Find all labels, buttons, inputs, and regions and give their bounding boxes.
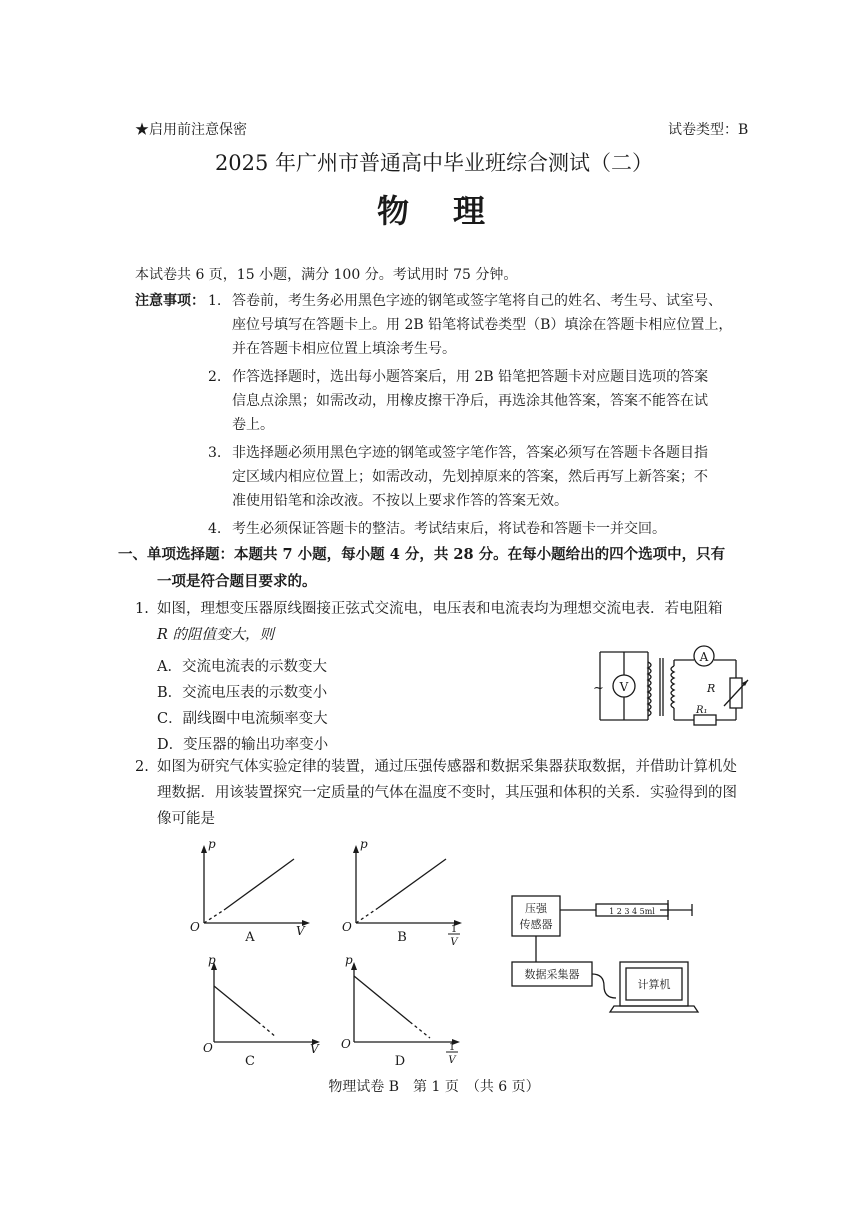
ac-source-symbol: ~ <box>593 681 604 696</box>
graph-c-label: C <box>245 1054 255 1069</box>
q1-option-d: D．变压器的输出功率变小 <box>157 737 329 753</box>
q2-stem-line2: 理数据．用该装置探究一定质量的气体在温度不变时，其压强和体积的关系．实验得到的图 <box>157 785 737 801</box>
page-footer: 物理试卷 B 第 1 页 （共 6 页） <box>328 1079 540 1095</box>
q1-option-a: A．交流电流表的示数变大 <box>157 659 327 675</box>
graph-a-y-label: p <box>208 837 216 851</box>
graph-a-x-label: V <box>296 924 305 938</box>
graph-b-origin: O <box>342 920 352 934</box>
syringe-scale-label: 1 2 3 4 5ml <box>609 907 655 916</box>
notice-3-num: 3. <box>208 445 222 461</box>
q1-stem-line1: 如图，理想变压器原线圈接正弦式交流电，电压表和电流表均为理想交流电表．若电阻箱 <box>157 601 723 617</box>
graph-d-label: D <box>394 1054 406 1069</box>
notice-2-num: 2. <box>208 369 222 385</box>
graph-option-c <box>198 952 328 1072</box>
graph-b-x-numerator: 1 <box>450 924 458 935</box>
notice-2-line2: 信息点涂黑；如需改动，用橡皮擦干净后，再选涂其他答案，答案不能答在试 <box>232 393 708 409</box>
graph-a-label: A <box>245 930 255 945</box>
notice-3-line2: 定区域内相应位置上；如需改动，先划掉原来的答案，然后再写上新答案；不 <box>232 469 708 485</box>
graph-c-y-label: p <box>208 953 216 967</box>
paper-type: 试卷类型：B <box>668 122 749 138</box>
voltmeter-symbol: V <box>619 680 629 694</box>
graph-option-a <box>188 835 318 947</box>
pressure-sensor-label-2: 传感器 <box>519 918 553 931</box>
gas-law-apparatus-figure <box>500 888 710 1018</box>
section-heading-cont: 一项是符合题目要求的。 <box>157 573 317 590</box>
notice-3-line3: 准使用铅笔和涂改液。不按以上要求作答的答案无效。 <box>232 493 568 509</box>
graph-d-x-numerator: 1 <box>448 1042 456 1053</box>
subject-title: 物 理 <box>376 192 491 230</box>
resistor-r1-label: R₁ <box>696 705 708 716</box>
graph-option-b <box>340 835 470 947</box>
ammeter-symbol: A <box>699 650 709 664</box>
graph-b-y-label: p <box>360 837 368 851</box>
section-heading: 一、单项选择题：本题共 7 小题，每小题 4 分，共 28 分。在每小题给出的四个选项中，只有 <box>118 546 726 563</box>
notice-label: 注意事项： <box>135 293 205 309</box>
q2-stem-line3: 像可能是 <box>157 811 215 827</box>
confidential-mark: ★启用前注意保密 <box>135 122 247 138</box>
notice-2-line1: 作答选择题时，选出每小题答案后，用 2B 铅笔把答题卡对应题目选项的答案 <box>232 369 709 385</box>
q1-stem-line2: R 的阻值变大，则 <box>157 627 275 643</box>
transformer-circuit-figure <box>590 640 750 732</box>
exam-title: 2025 年广州市普通高中毕业班综合测试（二） <box>214 151 654 175</box>
notice-1-num: 1. <box>208 293 222 309</box>
notice-4-line1: 考生必须保证答题卡的整洁。考试结束后，将试卷和答题卡一并交回。 <box>232 521 666 537</box>
notice-1-line2: 座位号填写在答题卡上。用 2B 铅笔将试卷类型（B）填涂在答题卡相应位置上， <box>232 317 733 333</box>
notice-4-num: 4. <box>208 521 222 537</box>
graph-d-x-denominator: V <box>448 1055 456 1066</box>
graph-a-origin: O <box>190 920 200 934</box>
q1-number: 1. <box>135 601 149 617</box>
q2-stem-line1: 如图为研究气体实验定律的装置，通过压强传感器和数据采集器获取数据，并借助计算机处 <box>157 759 737 775</box>
q2-number: 2. <box>135 759 149 775</box>
graph-d-y-label: p <box>345 953 353 967</box>
graph-c-x-label: V <box>310 1042 319 1056</box>
notice-1-line3: 并在答题卡相应位置上填涂考生号。 <box>232 341 456 357</box>
pressure-sensor-label-1: 压强 <box>525 902 547 915</box>
notice-1-line1: 答卷前，考生务必用黑色字迹的钢笔或签字笔将自己的姓名、考生号、试室号、 <box>232 293 722 309</box>
graph-option-d <box>338 952 468 1072</box>
resistor-box-label: R <box>707 682 716 695</box>
graph-c-origin: O <box>203 1041 213 1055</box>
graph-d-origin: O <box>341 1037 351 1051</box>
q1-option-c: C．副线圈中电流频率变大 <box>157 711 328 727</box>
computer-label: 计算机 <box>637 978 671 991</box>
graph-b-x-denominator: V <box>450 937 458 947</box>
notice-2-line3: 卷上。 <box>232 417 274 433</box>
graph-b-label: B <box>397 930 407 945</box>
data-collector-label: 数据采集器 <box>524 968 580 981</box>
q1-option-b: B．交流电压表的示数变小 <box>157 685 328 701</box>
notice-3-line1: 非选择题必须用黑色字迹的钢笔或签字笔作答，答案必须写在答题卡各题目指 <box>232 445 708 461</box>
exam-intro: 本试卷共 6 页，15 小题，满分 100 分。考试用时 75 分钟。 <box>135 267 518 283</box>
